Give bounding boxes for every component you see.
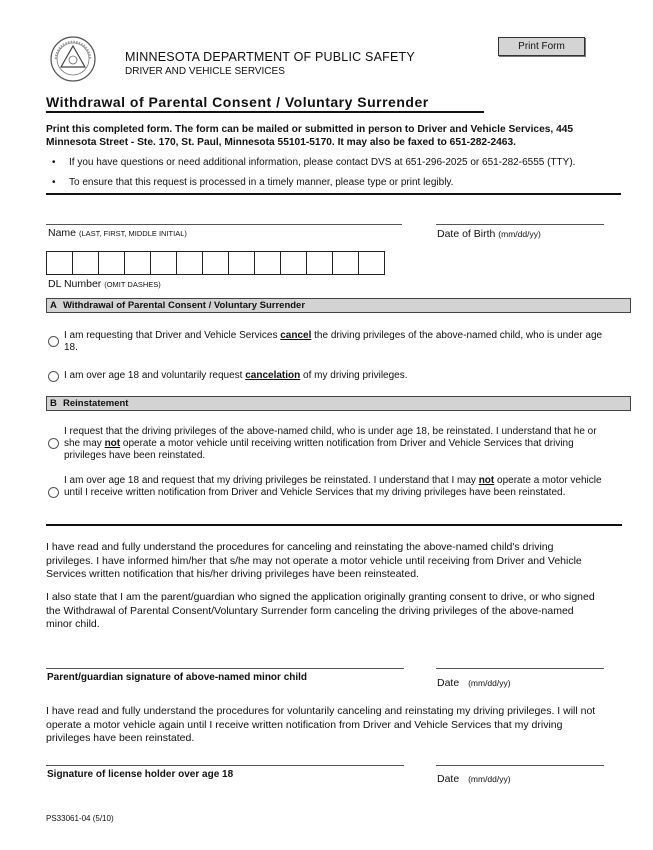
dl-digit-box[interactable] [202, 251, 229, 275]
section-a-letter: A [50, 300, 57, 311]
bullet-contact-info: If you have questions or need additional information, please contact DVS at 651-296-2025 or 651-282-6555 (TTY). [69, 157, 576, 168]
bullet-icon: • [52, 157, 56, 168]
bullet-icon: • [52, 177, 56, 188]
holder-date-label: Date (mm/dd/yy) [437, 773, 511, 785]
name-label: Name (LAST, FIRST, MIDDLE INITIAL) [48, 227, 187, 239]
dl-number-label: DL Number (OMIT DASHES) [48, 278, 161, 290]
parent-date-hint: (mm/dd/yy) [468, 678, 511, 688]
dob-label: Date of Birth (mm/dd/yy) [437, 228, 541, 240]
section-divider [46, 524, 622, 526]
form-number: PS33061-04 (5/10) [46, 814, 114, 823]
agency-name: MINNESOTA DEPARTMENT OF PUBLIC SAFETY [125, 50, 415, 64]
section-b-header [46, 396, 631, 411]
cancel-child-option-text: I am requesting that Driver and Vehicle Services cancel the driving privileges of the above-named child, who is under age 18. [64, 330, 603, 353]
dl-digit-box[interactable] [150, 251, 177, 275]
intro-text: Print this completed form. The form can be mailed or submitted in person to Driver and Vehicle Services, 445 Minnesota Street - Ste. 170, St. Paul, Minnesota 55101-5170. It may also be faxed to 651-282-2463. [46, 124, 574, 148]
section-b-letter: B [50, 398, 57, 409]
title-underline [46, 111, 484, 113]
dl-digit-box[interactable] [358, 251, 385, 275]
parent-statement-paragraph-1: I have read and fully understand the procedures for canceling and reinstating the above-named child's driving privileges. I have informed him/her that s/he may not operate a motor vehicle until receiving from Driver and Vehicle Services written notification that his/her driving privileges have been reinsteated. [46, 541, 582, 580]
form-title: Withdrawal of Parental Consent / Voluntary Surrender [46, 94, 429, 110]
print-form-button[interactable]: Print Form [498, 37, 585, 56]
cancel-self-option-text: I am over age 18 and voluntarily request cancelation of my driving privileges. [64, 370, 408, 381]
holder-date-hint: (mm/dd/yy) [468, 774, 511, 784]
parent-signature-label: Parent/guardian signature of above-named minor child [47, 672, 308, 683]
name-field[interactable] [46, 224, 402, 225]
dl-digit-box[interactable] [254, 251, 281, 275]
holder-date-field[interactable] [436, 765, 604, 766]
parent-date-field[interactable] [436, 668, 604, 669]
dl-digit-box[interactable] [332, 251, 359, 275]
dob-hint: (mm/dd/yy) [498, 229, 541, 239]
dl-digit-box[interactable] [280, 251, 307, 275]
state-seal-icon [50, 36, 96, 82]
dl-digit-box[interactable] [98, 251, 125, 275]
dl-digit-box[interactable] [176, 251, 203, 275]
parent-date-label: Date (mm/dd/yy) [437, 677, 511, 689]
name-hint: (LAST, FIRST, MIDDLE INITIAL) [78, 229, 187, 238]
dl-digit-box[interactable] [228, 251, 255, 275]
dl-digit-box[interactable] [124, 251, 151, 275]
parent-signature-field[interactable] [46, 668, 404, 669]
reinstate-child-option-text: I request that the driving privileges of the above-named child, who is under age 18, be reinstated. I understand that he or she may not operate a motor vehicle until receiving written notification from Driver and Vehicle Services that driving privileges have been reinstated. [64, 426, 597, 461]
dl-digit-box[interactable] [46, 251, 73, 275]
holder-signature-field[interactable] [46, 765, 404, 766]
dl-digit-box[interactable] [72, 251, 99, 275]
dl-number-hint: (OMIT DASHES) [104, 280, 161, 289]
cancel-self-radio[interactable] [48, 371, 59, 382]
reinstate-child-radio[interactable] [48, 438, 59, 449]
division-name: DRIVER AND VEHICLE SERVICES [125, 66, 285, 77]
section-b-title: Reinstatement [63, 398, 129, 409]
cancel-child-radio[interactable] [48, 336, 59, 347]
bullet-legibility: To ensure that this request is processed in a timely manner, please type or print legibly. [69, 177, 454, 188]
dl-digit-box[interactable] [306, 251, 333, 275]
dob-field[interactable] [436, 224, 604, 225]
section-a-header [46, 298, 631, 313]
dl-number-boxes[interactable] [46, 251, 385, 275]
holder-statement-paragraph: I have read and fully understand the procedures for voluntarily canceling and reinstating my driving privileges. I will not operate a motor vehicle again until I receive written notification from Driver and Vehicle Services that my driving privileges have been reinstated. [46, 705, 596, 744]
section-a-title: Withdrawal of Parental Consent / Voluntary Surrender [63, 300, 306, 311]
holder-signature-label: Signature of license holder over age 18 [47, 769, 234, 780]
reinstate-self-radio[interactable] [48, 487, 59, 498]
parent-statement-paragraph-2: I also state that I am the parent/guardian who signed the application originally granting consent to drive, or who signed the Withdrawal of Parental Consent/Voluntary Surrender form canceling the driving privileges of the above-named minor child. [46, 591, 595, 630]
reinstate-self-option-text: I am over age 18 and request that my driving privileges be reinstated. I understand that I may not operate a motor vehicle until I receive written notification from Driver and Vehicle Services that my driving privileges have been reinstated. [64, 475, 602, 498]
header-divider [46, 193, 621, 195]
